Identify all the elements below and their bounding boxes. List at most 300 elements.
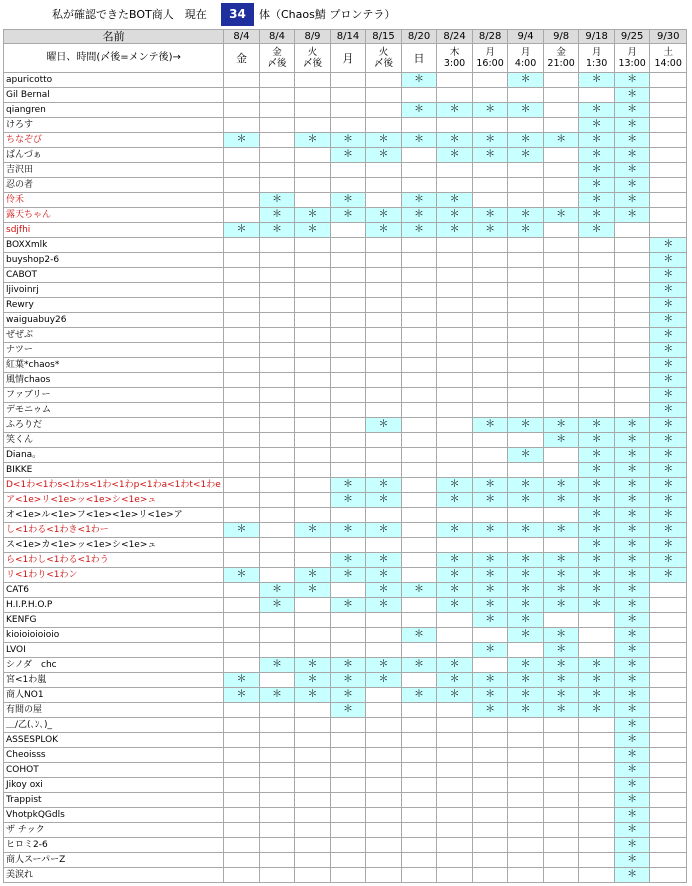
table-row bbox=[4, 268, 687, 283]
sighting-mark: ＊ bbox=[614, 508, 650, 523]
time-label: 4:00 bbox=[514, 58, 537, 69]
empty-cell bbox=[401, 118, 437, 133]
empty-cell bbox=[614, 328, 650, 343]
day-time-header-cell bbox=[543, 44, 579, 73]
empty-cell bbox=[650, 148, 687, 163]
empty-cell bbox=[259, 478, 295, 493]
empty-cell bbox=[543, 763, 579, 778]
empty-cell bbox=[579, 763, 615, 778]
sighting-mark: ＊ bbox=[224, 688, 260, 703]
empty-cell bbox=[650, 808, 687, 823]
empty-cell bbox=[650, 178, 687, 193]
empty-cell bbox=[366, 733, 402, 748]
empty-cell bbox=[401, 328, 437, 343]
empty-cell bbox=[224, 778, 260, 793]
empty-cell bbox=[437, 328, 473, 343]
empty-cell bbox=[295, 538, 331, 553]
table-row bbox=[4, 553, 687, 568]
empty-cell bbox=[472, 253, 508, 268]
empty-cell bbox=[330, 373, 366, 388]
empty-cell bbox=[437, 388, 473, 403]
empty-cell bbox=[259, 88, 295, 103]
sighting-mark: ＊ bbox=[472, 148, 508, 163]
sighting-mark: ＊ bbox=[650, 553, 687, 568]
empty-cell bbox=[330, 823, 366, 838]
empty-cell bbox=[472, 163, 508, 178]
empty-cell bbox=[224, 208, 260, 223]
empty-cell bbox=[579, 388, 615, 403]
date-header-cell: 8/4 bbox=[259, 30, 295, 44]
sighting-mark: ＊ bbox=[508, 553, 544, 568]
day-time-header-cell bbox=[330, 44, 366, 73]
empty-cell bbox=[224, 538, 260, 553]
table-row bbox=[4, 688, 687, 703]
empty-cell bbox=[224, 838, 260, 853]
empty-cell bbox=[508, 838, 544, 853]
empty-cell bbox=[401, 163, 437, 178]
empty-cell bbox=[437, 718, 473, 733]
sighting-mark: ＊ bbox=[650, 253, 687, 268]
sighting-mark: ＊ bbox=[437, 148, 473, 163]
empty-cell bbox=[330, 223, 366, 238]
empty-cell bbox=[401, 808, 437, 823]
table-row bbox=[4, 763, 687, 778]
empty-cell bbox=[437, 748, 473, 763]
sighting-mark: ＊ bbox=[472, 103, 508, 118]
sighting-mark: ＊ bbox=[330, 193, 366, 208]
sighting-mark: ＊ bbox=[508, 148, 544, 163]
empty-cell bbox=[579, 313, 615, 328]
sighting-mark: ＊ bbox=[295, 133, 331, 148]
merchant-name: ス<1e>カ<1e>ッ<1e>シ<1e>ュ bbox=[4, 538, 224, 553]
empty-cell bbox=[650, 688, 687, 703]
table-row bbox=[4, 208, 687, 223]
table-row bbox=[4, 793, 687, 808]
sighting-mark: ＊ bbox=[330, 148, 366, 163]
empty-cell bbox=[472, 748, 508, 763]
merchant-name: 美涙れ bbox=[4, 868, 224, 883]
sighting-mark: ＊ bbox=[472, 523, 508, 538]
empty-cell bbox=[543, 538, 579, 553]
empty-cell bbox=[401, 403, 437, 418]
empty-cell bbox=[224, 178, 260, 193]
empty-cell bbox=[437, 448, 473, 463]
sighting-mark: ＊ bbox=[259, 688, 295, 703]
sighting-mark: ＊ bbox=[543, 208, 579, 223]
sighting-mark: ＊ bbox=[259, 208, 295, 223]
empty-cell bbox=[401, 538, 437, 553]
empty-cell bbox=[401, 373, 437, 388]
empty-cell bbox=[437, 313, 473, 328]
empty-cell bbox=[437, 703, 473, 718]
empty-cell bbox=[295, 868, 331, 883]
header-suffix: 体（Chaos鯖 プロンテラ） bbox=[259, 8, 396, 21]
sighting-mark: ＊ bbox=[650, 448, 687, 463]
sighting-mark: ＊ bbox=[437, 568, 473, 583]
empty-cell bbox=[508, 88, 544, 103]
empty-cell bbox=[330, 418, 366, 433]
weekday-label: 月 bbox=[520, 47, 531, 58]
empty-cell bbox=[366, 433, 402, 448]
sighting-mark: ＊ bbox=[330, 133, 366, 148]
empty-cell bbox=[508, 538, 544, 553]
empty-cell bbox=[366, 868, 402, 883]
empty-cell bbox=[330, 853, 366, 868]
empty-cell bbox=[401, 823, 437, 838]
sighting-mark: ＊ bbox=[614, 163, 650, 178]
empty-cell bbox=[579, 613, 615, 628]
name-column-header: 名前 bbox=[4, 30, 224, 44]
empty-cell bbox=[401, 853, 437, 868]
empty-cell bbox=[366, 613, 402, 628]
empty-cell bbox=[508, 343, 544, 358]
empty-cell bbox=[401, 88, 437, 103]
empty-cell bbox=[366, 703, 402, 718]
empty-cell bbox=[259, 763, 295, 778]
empty-cell bbox=[330, 358, 366, 373]
empty-cell bbox=[259, 673, 295, 688]
empty-cell bbox=[508, 268, 544, 283]
empty-cell bbox=[295, 238, 331, 253]
empty-cell bbox=[472, 793, 508, 808]
sighting-mark: ＊ bbox=[614, 463, 650, 478]
empty-cell bbox=[366, 448, 402, 463]
empty-cell bbox=[650, 118, 687, 133]
empty-cell bbox=[437, 88, 473, 103]
sighting-mark: ＊ bbox=[614, 598, 650, 613]
empty-cell bbox=[543, 343, 579, 358]
sighting-mark: ＊ bbox=[366, 208, 402, 223]
empty-cell bbox=[437, 238, 473, 253]
merchant-name: けろす bbox=[4, 118, 224, 133]
empty-cell bbox=[508, 463, 544, 478]
sighting-mark: ＊ bbox=[543, 658, 579, 673]
empty-cell bbox=[401, 238, 437, 253]
sighting-mark: ＊ bbox=[650, 538, 687, 553]
empty-cell bbox=[650, 733, 687, 748]
sighting-mark: ＊ bbox=[614, 793, 650, 808]
table-row bbox=[4, 493, 687, 508]
sighting-mark: ＊ bbox=[401, 223, 437, 238]
empty-cell bbox=[295, 613, 331, 628]
empty-cell bbox=[295, 598, 331, 613]
merchant-name: CABOT bbox=[4, 268, 224, 283]
empty-cell bbox=[330, 178, 366, 193]
empty-cell bbox=[614, 373, 650, 388]
empty-cell bbox=[650, 838, 687, 853]
day-time-header-cell bbox=[508, 44, 544, 73]
empty-cell bbox=[259, 178, 295, 193]
sighting-mark: ＊ bbox=[366, 553, 402, 568]
empty-cell bbox=[259, 163, 295, 178]
empty-cell bbox=[543, 403, 579, 418]
empty-cell bbox=[401, 763, 437, 778]
empty-cell bbox=[259, 343, 295, 358]
empty-cell bbox=[401, 733, 437, 748]
empty-cell bbox=[472, 718, 508, 733]
empty-cell bbox=[366, 643, 402, 658]
empty-cell bbox=[295, 343, 331, 358]
empty-cell bbox=[437, 778, 473, 793]
sighting-mark: ＊ bbox=[508, 478, 544, 493]
empty-cell bbox=[259, 358, 295, 373]
empty-cell bbox=[224, 253, 260, 268]
table-row bbox=[4, 823, 687, 838]
empty-cell bbox=[472, 373, 508, 388]
merchant-name: Cheoisss bbox=[4, 748, 224, 763]
empty-cell bbox=[614, 403, 650, 418]
sighting-mark: ＊ bbox=[650, 358, 687, 373]
empty-cell bbox=[330, 508, 366, 523]
empty-cell bbox=[508, 193, 544, 208]
weekday-label: 月 bbox=[627, 47, 637, 58]
empty-cell bbox=[330, 103, 366, 118]
sighting-mark: ＊ bbox=[508, 208, 544, 223]
empty-cell bbox=[295, 358, 331, 373]
weekday-label: 土 bbox=[663, 47, 673, 58]
empty-cell bbox=[401, 553, 437, 568]
table-row bbox=[4, 343, 687, 358]
sighting-mark: ＊ bbox=[437, 688, 473, 703]
empty-cell bbox=[543, 733, 579, 748]
empty-cell bbox=[259, 853, 295, 868]
sighting-mark: ＊ bbox=[614, 493, 650, 508]
sighting-mark: ＊ bbox=[472, 208, 508, 223]
empty-cell bbox=[295, 88, 331, 103]
empty-cell bbox=[259, 643, 295, 658]
empty-cell bbox=[508, 823, 544, 838]
empty-cell bbox=[543, 853, 579, 868]
empty-cell bbox=[543, 823, 579, 838]
sighting-mark: ＊ bbox=[472, 673, 508, 688]
empty-cell bbox=[614, 253, 650, 268]
merchant-name: apuricotto bbox=[4, 73, 224, 88]
empty-cell bbox=[650, 868, 687, 883]
sighting-mark: ＊ bbox=[614, 673, 650, 688]
empty-cell bbox=[401, 523, 437, 538]
empty-cell bbox=[295, 178, 331, 193]
sighting-mark: ＊ bbox=[579, 208, 615, 223]
time-label: 〆後 bbox=[303, 58, 323, 69]
empty-cell bbox=[472, 868, 508, 883]
sighting-mark: ＊ bbox=[614, 838, 650, 853]
empty-cell bbox=[472, 508, 508, 523]
sighting-mark: ＊ bbox=[224, 673, 260, 688]
empty-cell bbox=[437, 613, 473, 628]
table-row bbox=[4, 178, 687, 193]
empty-cell bbox=[295, 733, 331, 748]
table-row bbox=[4, 658, 687, 673]
sighting-mark: ＊ bbox=[401, 208, 437, 223]
empty-cell bbox=[366, 298, 402, 313]
merchant-name: ら<1わし<1わる<1わう bbox=[4, 553, 224, 568]
empty-cell bbox=[330, 343, 366, 358]
sighting-mark: ＊ bbox=[579, 163, 615, 178]
empty-cell bbox=[259, 793, 295, 808]
empty-cell bbox=[330, 808, 366, 823]
sighting-mark: ＊ bbox=[401, 658, 437, 673]
empty-cell bbox=[295, 553, 331, 568]
empty-cell bbox=[330, 643, 366, 658]
empty-cell bbox=[508, 808, 544, 823]
empty-cell bbox=[437, 358, 473, 373]
empty-cell bbox=[224, 343, 260, 358]
sighting-mark: ＊ bbox=[401, 583, 437, 598]
empty-cell bbox=[401, 388, 437, 403]
empty-cell bbox=[508, 373, 544, 388]
empty-cell bbox=[543, 268, 579, 283]
sighting-mark: ＊ bbox=[543, 433, 579, 448]
sighting-mark: ＊ bbox=[330, 688, 366, 703]
sighting-mark: ＊ bbox=[650, 313, 687, 328]
sighting-mark: ＊ bbox=[543, 478, 579, 493]
empty-cell bbox=[543, 178, 579, 193]
sighting-mark: ＊ bbox=[366, 673, 402, 688]
empty-cell bbox=[224, 733, 260, 748]
empty-cell bbox=[401, 673, 437, 688]
sighting-mark: ＊ bbox=[224, 223, 260, 238]
empty-cell bbox=[579, 88, 615, 103]
merchant-name: BOXXmlk bbox=[4, 238, 224, 253]
empty-cell bbox=[543, 718, 579, 733]
empty-cell bbox=[579, 853, 615, 868]
day-time-header-cell bbox=[295, 44, 331, 73]
sighting-mark: ＊ bbox=[259, 583, 295, 598]
day-time-header-row bbox=[4, 44, 687, 73]
sighting-mark: ＊ bbox=[614, 688, 650, 703]
date-header-row bbox=[4, 30, 687, 44]
sighting-mark: ＊ bbox=[508, 223, 544, 238]
empty-cell bbox=[366, 103, 402, 118]
merchant-name: ljivoinrj bbox=[4, 283, 224, 298]
empty-cell bbox=[259, 493, 295, 508]
empty-cell bbox=[543, 358, 579, 373]
sighting-mark: ＊ bbox=[508, 598, 544, 613]
empty-cell bbox=[330, 628, 366, 643]
weekday-label: 火 bbox=[307, 47, 318, 58]
table-row bbox=[4, 193, 687, 208]
empty-cell bbox=[472, 853, 508, 868]
sighting-mark: ＊ bbox=[437, 523, 473, 538]
table-row bbox=[4, 163, 687, 178]
empty-cell bbox=[295, 643, 331, 658]
table-row bbox=[4, 373, 687, 388]
sighting-mark: ＊ bbox=[579, 463, 615, 478]
empty-cell bbox=[543, 463, 579, 478]
sighting-mark: ＊ bbox=[543, 568, 579, 583]
sighting-mark: ＊ bbox=[259, 658, 295, 673]
empty-cell bbox=[259, 463, 295, 478]
empty-cell bbox=[472, 448, 508, 463]
merchant-name: COHOT bbox=[4, 763, 224, 778]
date-header-cell: 9/4 bbox=[508, 30, 544, 44]
empty-cell bbox=[330, 538, 366, 553]
table-row bbox=[4, 748, 687, 763]
sighting-mark: ＊ bbox=[295, 208, 331, 223]
sighting-mark: ＊ bbox=[472, 703, 508, 718]
table-row bbox=[4, 703, 687, 718]
table-row bbox=[4, 388, 687, 403]
sighting-mark: ＊ bbox=[472, 643, 508, 658]
empty-cell bbox=[437, 373, 473, 388]
empty-cell bbox=[650, 73, 687, 88]
sighting-mark: ＊ bbox=[543, 643, 579, 658]
empty-cell bbox=[366, 328, 402, 343]
empty-cell bbox=[579, 733, 615, 748]
empty-cell bbox=[295, 838, 331, 853]
sighting-mark: ＊ bbox=[579, 433, 615, 448]
empty-cell bbox=[401, 433, 437, 448]
empty-cell bbox=[401, 508, 437, 523]
empty-cell bbox=[259, 253, 295, 268]
empty-cell bbox=[224, 748, 260, 763]
empty-cell bbox=[224, 643, 260, 658]
empty-cell bbox=[295, 823, 331, 838]
empty-cell bbox=[437, 643, 473, 658]
day-time-header-cell bbox=[224, 44, 260, 73]
empty-cell bbox=[508, 403, 544, 418]
date-header-cell: 8/4 bbox=[224, 30, 260, 44]
empty-cell bbox=[259, 838, 295, 853]
sighting-mark: ＊ bbox=[437, 223, 473, 238]
empty-cell bbox=[224, 703, 260, 718]
merchant-name: qiangren bbox=[4, 103, 224, 118]
empty-cell bbox=[330, 448, 366, 463]
table-row bbox=[4, 403, 687, 418]
merchant-name: CAT6 bbox=[4, 583, 224, 598]
table-row bbox=[4, 643, 687, 658]
empty-cell bbox=[508, 793, 544, 808]
empty-cell bbox=[437, 298, 473, 313]
sighting-mark: ＊ bbox=[366, 418, 402, 433]
merchant-name: ア<1e>リ<1e>ッ<1e>シ<1e>ュ bbox=[4, 493, 224, 508]
empty-cell bbox=[330, 793, 366, 808]
sighting-mark: ＊ bbox=[295, 223, 331, 238]
merchant-name: waiguabuy26 bbox=[4, 313, 224, 328]
empty-cell bbox=[295, 433, 331, 448]
empty-cell bbox=[330, 283, 366, 298]
empty-cell bbox=[437, 763, 473, 778]
empty-cell bbox=[366, 718, 402, 733]
empty-cell bbox=[224, 553, 260, 568]
sighting-mark: ＊ bbox=[650, 508, 687, 523]
sighting-mark: ＊ bbox=[614, 418, 650, 433]
empty-cell bbox=[650, 793, 687, 808]
sighting-mark: ＊ bbox=[614, 478, 650, 493]
sighting-mark: ＊ bbox=[437, 583, 473, 598]
empty-cell bbox=[650, 763, 687, 778]
merchant-name: 笑くん bbox=[4, 433, 224, 448]
sighting-mark: ＊ bbox=[508, 523, 544, 538]
empty-cell bbox=[579, 778, 615, 793]
sighting-mark: ＊ bbox=[543, 598, 579, 613]
weekday-label: 金 bbox=[235, 51, 247, 65]
merchant-name: 宮<1わ嵐 bbox=[4, 673, 224, 688]
merchant-name: 商人スーパーZ bbox=[4, 853, 224, 868]
sighting-mark: ＊ bbox=[401, 193, 437, 208]
sighting-mark: ＊ bbox=[508, 73, 544, 88]
sighting-mark: ＊ bbox=[579, 103, 615, 118]
empty-cell bbox=[330, 388, 366, 403]
sighting-mark: ＊ bbox=[614, 763, 650, 778]
empty-cell bbox=[472, 313, 508, 328]
time-label: 21:00 bbox=[547, 58, 575, 69]
empty-cell bbox=[437, 343, 473, 358]
empty-cell bbox=[224, 283, 260, 298]
empty-cell bbox=[224, 613, 260, 628]
empty-cell bbox=[401, 418, 437, 433]
empty-cell bbox=[259, 778, 295, 793]
